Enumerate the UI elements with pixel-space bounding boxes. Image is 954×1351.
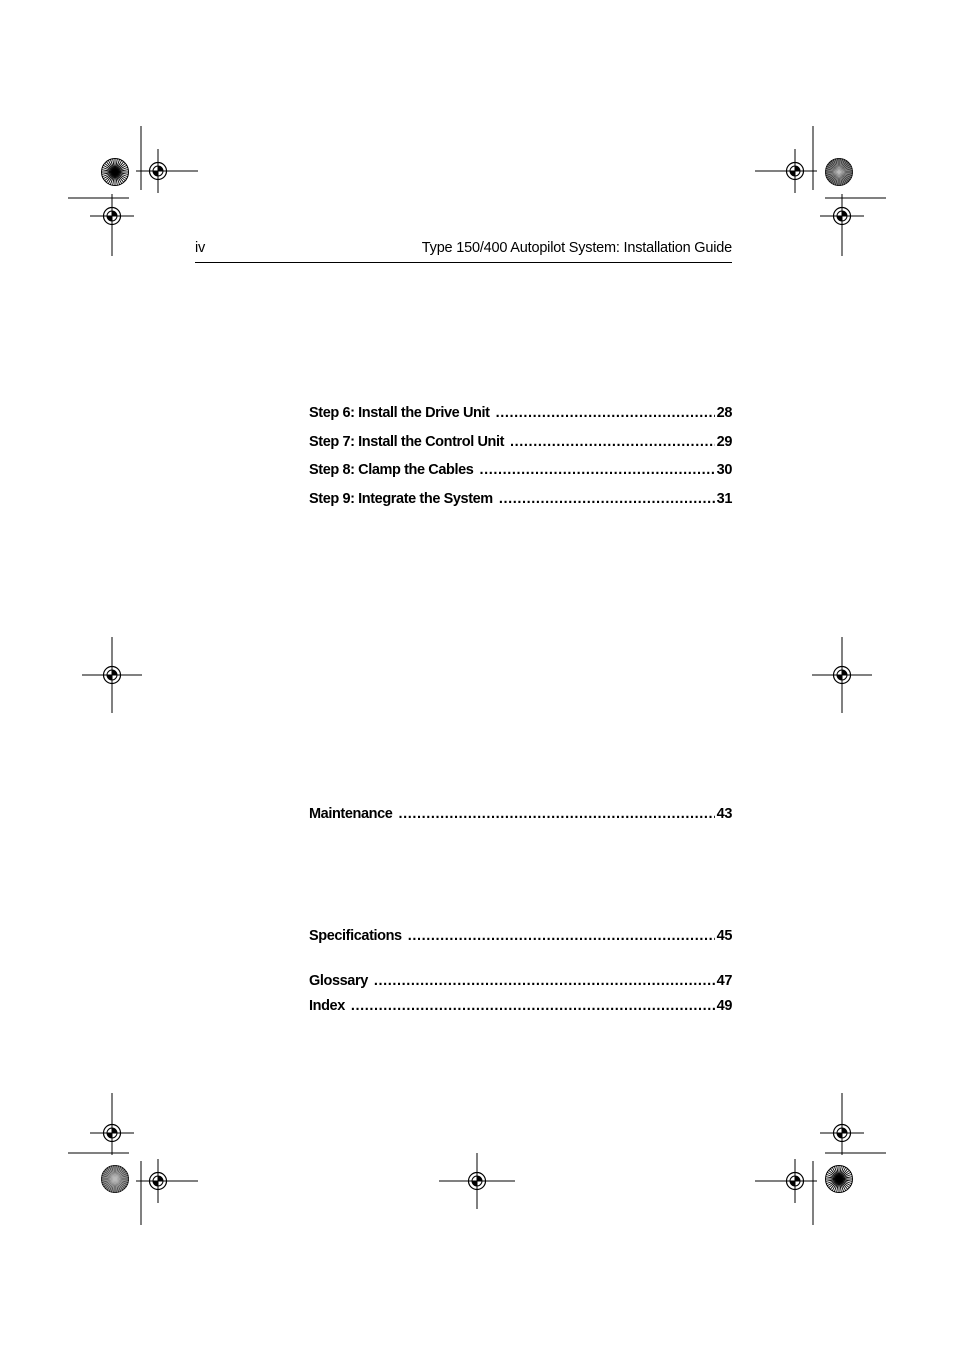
sunburst-wheel-icon bbox=[826, 159, 853, 186]
running-header bbox=[195, 238, 732, 263]
registration-crosshair-icon bbox=[136, 1159, 198, 1203]
toc-entry-title: Step 9: Integrate the System bbox=[309, 491, 493, 507]
toc-entry-maintenance[interactable] bbox=[309, 806, 732, 826]
sunburst-wheel-icon bbox=[102, 159, 129, 186]
toc-entry-title: Glossary bbox=[309, 973, 368, 989]
toc-entry-title: Specifications bbox=[309, 928, 402, 944]
toc-leader-dots bbox=[499, 491, 715, 507]
toc-entry-title: Step 7: Install the Control Unit bbox=[309, 434, 505, 450]
toc-entry-page: 28 bbox=[716, 405, 732, 421]
registration-crosshair-icon bbox=[136, 149, 198, 193]
toc-entry-page: 30 bbox=[716, 462, 732, 478]
toc-leader-dots bbox=[408, 928, 715, 944]
toc-entry-step-6[interactable] bbox=[309, 405, 732, 425]
toc-leader-dots bbox=[398, 806, 714, 822]
toc-entry-title: Step 8: Clamp the Cables bbox=[309, 462, 474, 478]
toc-entry-page: 47 bbox=[716, 973, 732, 989]
toc-entry-specifications[interactable] bbox=[309, 928, 732, 948]
toc-entry-title: Step 6: Install the Drive Unit bbox=[309, 405, 490, 421]
toc-entry-page: 49 bbox=[716, 998, 732, 1014]
toc-entry-title: Maintenance bbox=[309, 806, 393, 822]
registration-crosshair-icon bbox=[755, 149, 817, 193]
registration-crosshair-icon bbox=[90, 1093, 134, 1155]
toc-leader-dots bbox=[374, 973, 715, 989]
toc-leader-dots bbox=[510, 434, 715, 450]
toc-entry-step-7[interactable] bbox=[309, 434, 732, 454]
toc-entry-title: Index bbox=[309, 998, 345, 1014]
toc-leader-dots bbox=[496, 405, 715, 421]
toc-leader-dots bbox=[351, 998, 715, 1014]
sunburst-wheel-icon bbox=[102, 1166, 129, 1193]
page-number: iv bbox=[195, 240, 206, 256]
toc-entry-step-8[interactable] bbox=[309, 462, 732, 482]
running-header-title: Type 150/400 Autopilot System: Installation Guide bbox=[421, 240, 732, 256]
toc-entry-page: 43 bbox=[716, 806, 732, 822]
registration-crosshair-icon bbox=[90, 194, 134, 256]
registration-crosshair-icon bbox=[820, 194, 864, 256]
registration-crosshair-icon bbox=[812, 637, 872, 713]
toc-leader-dots bbox=[479, 462, 714, 478]
toc-entry-page: 31 bbox=[716, 491, 732, 507]
registration-crosshair-icon bbox=[439, 1153, 515, 1209]
registration-crosshair-icon bbox=[755, 1159, 817, 1203]
toc-entry-step-9[interactable] bbox=[309, 491, 732, 511]
toc-entry-index[interactable] bbox=[309, 998, 732, 1018]
sunburst-wheel-icon bbox=[826, 1166, 853, 1193]
toc-entry-page: 45 bbox=[716, 928, 732, 944]
toc-entry-page: 29 bbox=[716, 434, 732, 450]
registration-crosshair-icon bbox=[82, 637, 142, 713]
registration-crosshair-icon bbox=[820, 1093, 864, 1155]
toc-entry-glossary[interactable] bbox=[309, 973, 732, 993]
